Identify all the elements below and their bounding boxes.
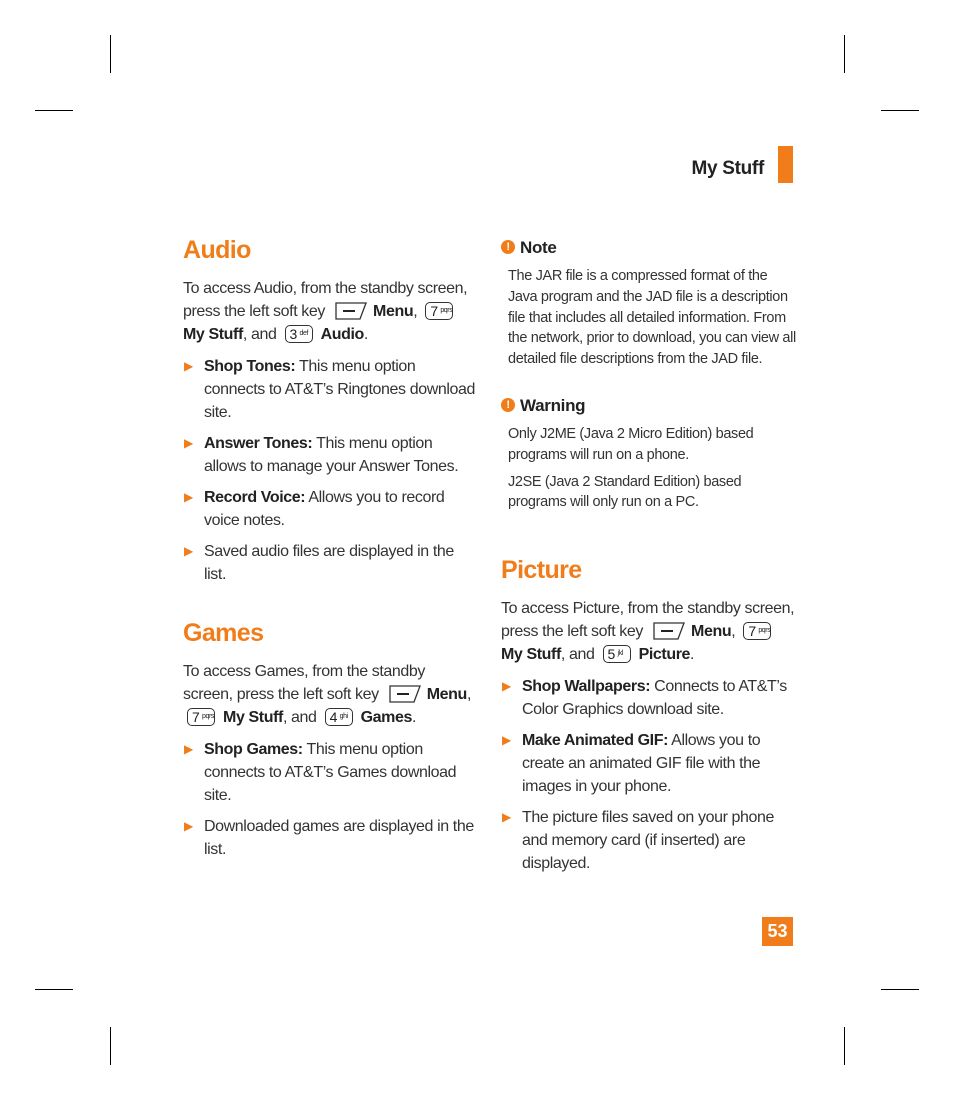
audio-intro-text: To access Audio, from the standby screen, press the left soft key (183, 280, 468, 320)
key-7-icon: 7 pqrs (187, 708, 215, 726)
crop-mark (110, 35, 111, 73)
crop-mark (110, 1027, 111, 1065)
list-item: ▶ Answer Tones: This menu option allows to manage your Answer Tones. (183, 432, 478, 478)
warning-text-2: J2SE (Java 2 Standard Edition) based programs will only run on a PC. (508, 473, 742, 511)
key-3-icon: 3 def (285, 325, 313, 343)
left-soft-key-icon (335, 302, 367, 320)
games-heading: Games (183, 619, 264, 647)
crop-mark (844, 1027, 845, 1065)
crop-mark (35, 110, 73, 111)
arrow-icon: ▶ (502, 810, 511, 825)
list-item: ▶ Record Voice: Allows you to record voice notes. (183, 486, 478, 532)
key-4-icon: 4 ghi (325, 708, 353, 726)
arrow-icon: ▶ (184, 490, 193, 504)
warning-heading: ! Warning (501, 394, 796, 418)
list-item: ▶ Make Animated GIF: Allows you to create an animated GIF file with the images in your phone. (501, 729, 796, 798)
list-item: ▶ Shop Games: This menu option connects to AT&T’s Games download site. (183, 738, 478, 807)
list-item: ▶ Downloaded games are displayed in the list. (183, 815, 478, 861)
right-column (501, 236, 796, 883)
picture-intro: To access Picture, from the standby screen, press the left soft key Menu, 7 pqrs My Stuff, and 5 jkl Picture. (501, 600, 795, 664)
crop-mark (881, 110, 919, 111)
page-number: 53 (762, 917, 793, 946)
picture-target-label: Picture (638, 646, 691, 664)
arrow-icon: ▶ (502, 679, 511, 694)
arrow-icon: ▶ (184, 742, 193, 756)
exclamation-icon: ! (501, 398, 515, 412)
key-7-icon: 7 pqrs (743, 622, 771, 640)
note-text: The JAR file is a compressed format of the Java program and the JAD file is a description file that includes all detailed information. From the network, prior to download, you can view all detailed file descriptions from the JAD file. (508, 268, 796, 368)
audio-target-label: Audio (320, 326, 364, 343)
games-intro: To access Games, from the standby screen, press the left soft key Menu, 7 pqrs My Stuff, and 4 ghi Games. (183, 663, 471, 726)
left-soft-key-icon (653, 622, 685, 640)
key-5-icon: 5 jkl (603, 645, 631, 663)
arrow-icon: ▶ (184, 436, 193, 450)
audio-heading: Audio (183, 236, 251, 264)
list-item: ▶ Saved audio files are displayed in the list. (183, 540, 478, 586)
section-tab-marker (778, 146, 793, 183)
list-item: ▶ Shop Wallpapers: Connects to AT&T’s Color Graphics download site. (501, 675, 796, 721)
games-target-label: Games (360, 709, 413, 726)
crop-mark (35, 989, 73, 990)
note-heading: ! Note (501, 236, 796, 260)
crop-mark (844, 35, 845, 73)
my-stuff-label: My Stuff (183, 326, 243, 343)
left-soft-key-icon (389, 685, 421, 703)
arrow-icon: ▶ (502, 733, 511, 748)
arrow-icon: ▶ (184, 359, 193, 373)
warning-text-1: Only J2ME (Java 2 Micro Edition) based programs will run on a phone. (508, 425, 754, 463)
key-7-icon: 7 pqrs (425, 302, 453, 320)
arrow-icon: ▶ (184, 819, 193, 833)
picture-heading: Picture (501, 556, 582, 585)
arrow-icon: ▶ (184, 544, 193, 558)
exclamation-icon: ! (501, 240, 515, 254)
crop-mark (881, 989, 919, 990)
list-item: ▶ Shop Tones: This menu option connects to AT&T’s Ringtones download site. (183, 355, 478, 424)
left-column (183, 235, 478, 869)
menu-label: Menu (373, 303, 414, 320)
list-item: ▶ The picture files saved on your phone and memory card (if inserted) are displayed. (501, 806, 796, 875)
section-title: My Stuff (691, 158, 764, 179)
audio-intro: To access Audio, from the standby screen, press the left soft key Menu, 7 pqrs My Stuff, and 3 def Audio. (183, 280, 468, 343)
